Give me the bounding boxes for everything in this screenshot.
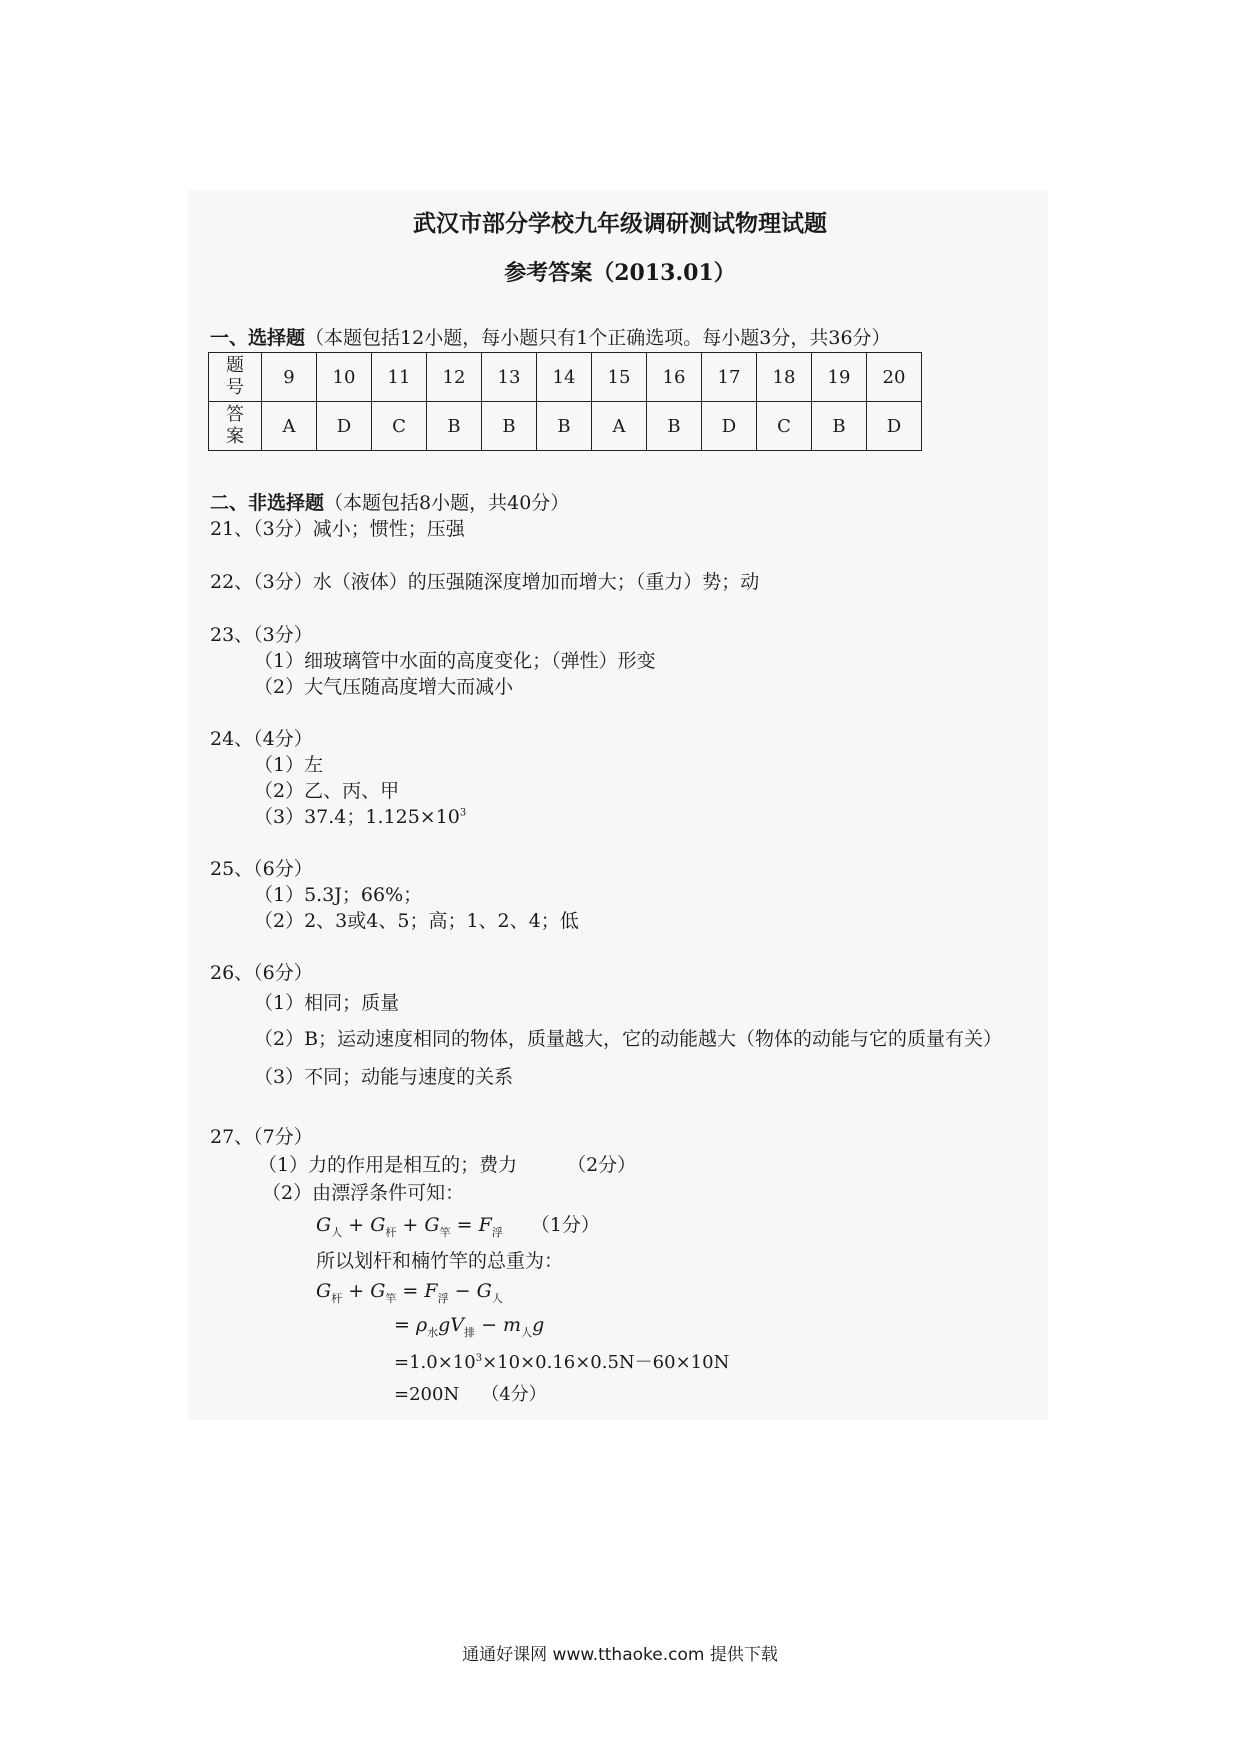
section2-heading	[210, 488, 569, 515]
q27-part2: （2）由漂浮条件可知：	[262, 1182, 465, 1204]
q25-head: 25、（6分）	[210, 858, 313, 880]
footer-source: 通通好课网 www.tthaoke.com 提供下载	[462, 1645, 778, 1665]
eq5-score: （4分）	[481, 1384, 547, 1405]
table-cell: 14	[537, 353, 592, 402]
equation-numeric: $=1.0\times 10^3\times 10\times 0.16\times 0.5N-60\times 10N$	[394, 1352, 730, 1373]
table-cell: D	[317, 402, 372, 451]
table-cell: 10	[317, 353, 372, 402]
q24-exponent: 3	[459, 807, 467, 819]
q21-answer: 21、（3分）减小；惯性；压强	[210, 518, 465, 540]
q23-part2: （2）大气压随高度增大而减小	[254, 676, 514, 698]
q24-part1: （1）左	[254, 754, 324, 776]
equation-result: =200N （4分）	[394, 1384, 547, 1405]
table-cell: 15	[592, 353, 647, 402]
table-cell: A	[262, 402, 317, 451]
row-label-number: 题 号	[209, 353, 262, 402]
section2-title: 二、非选择题	[210, 492, 325, 514]
table-cell: B	[812, 402, 867, 451]
section1-heading	[210, 323, 891, 350]
table-cell: 9	[262, 353, 317, 402]
section1-note: （本题包括12小题，每小题只有1个正确选项。每小题3分，共36分）	[305, 327, 891, 349]
q26-part3: （3）不同；动能与速度的关系	[254, 1066, 514, 1088]
equation-density-form: = $\rho_水gV_排 - m_人g$	[394, 1314, 545, 1339]
table-row-answers	[209, 402, 922, 451]
table-cell: D	[867, 402, 922, 451]
table-cell: 12	[427, 353, 482, 402]
table-row-numbers	[209, 353, 922, 402]
q24-part3: （3）37.4；$1.125\times 10^3$	[254, 806, 467, 828]
q22-answer: 22、（3分）水（液体）的压强随深度增加而增大；（重力）势；动	[210, 571, 760, 593]
q27-part1-score: （2分）	[567, 1154, 637, 1176]
q27-head: 27、（7分）	[210, 1126, 313, 1148]
table-cell: B	[427, 402, 482, 451]
q25-part1: （1）5.3J；66%；	[254, 884, 423, 906]
q27-part1: （1）力的作用是相互的；费力 （2分）	[258, 1154, 637, 1176]
q26-head: 26、（6分）	[210, 962, 313, 984]
table-cell: 13	[482, 353, 537, 402]
equation-floating-condition: $G_人 + G_杆 + G_竿 = F_浮$ （1分）	[316, 1214, 600, 1239]
section2-note: （本题包括8小题，共40分）	[324, 492, 570, 514]
q26-part1: （1）相同；质量	[254, 992, 400, 1014]
table-cell: B	[482, 402, 537, 451]
q24-part2: （2）乙、丙、甲	[254, 780, 400, 802]
section1-title: 一、选择题	[210, 327, 306, 349]
answer-table	[208, 352, 922, 451]
q25-part2: （2）2、3或4、5；高；1、2、4；低	[254, 910, 579, 932]
table-cell: D	[702, 402, 757, 451]
table-cell: C	[372, 402, 427, 451]
page-subtitle: 参考答案（2013.01）	[504, 260, 736, 286]
page-title: 武汉市部分学校九年级调研测试物理试题	[413, 210, 827, 237]
q23-head: 23、（3分）	[210, 624, 313, 646]
q27-mid-text: 所以划杆和楠竹竿的总重为：	[316, 1250, 564, 1272]
q23-part1: （1）细玻璃管中水面的高度变化；（弹性）形变	[254, 650, 656, 672]
table-cell: B	[537, 402, 592, 451]
table-cell: 17	[702, 353, 757, 402]
q26-part2: （2）B；运动速度相同的物体，质量越大，它的动能越大（物体的动能与它的质量有关）	[254, 1028, 1003, 1050]
table-cell: A	[592, 402, 647, 451]
table-cell: 19	[812, 353, 867, 402]
table-cell: C	[757, 402, 812, 451]
row-label-answer: 答 案	[209, 402, 262, 451]
q24-head: 24、（4分）	[210, 728, 313, 750]
table-cell: B	[647, 402, 702, 451]
eq1-score: （1分）	[530, 1214, 600, 1236]
table-cell: 11	[372, 353, 427, 402]
table-cell: 16	[647, 353, 702, 402]
table-cell: 18	[757, 353, 812, 402]
table-cell: 20	[867, 353, 922, 402]
equation-total-weight: $G_杆 + G_竿 = F_浮 - G_人$	[316, 1280, 503, 1305]
